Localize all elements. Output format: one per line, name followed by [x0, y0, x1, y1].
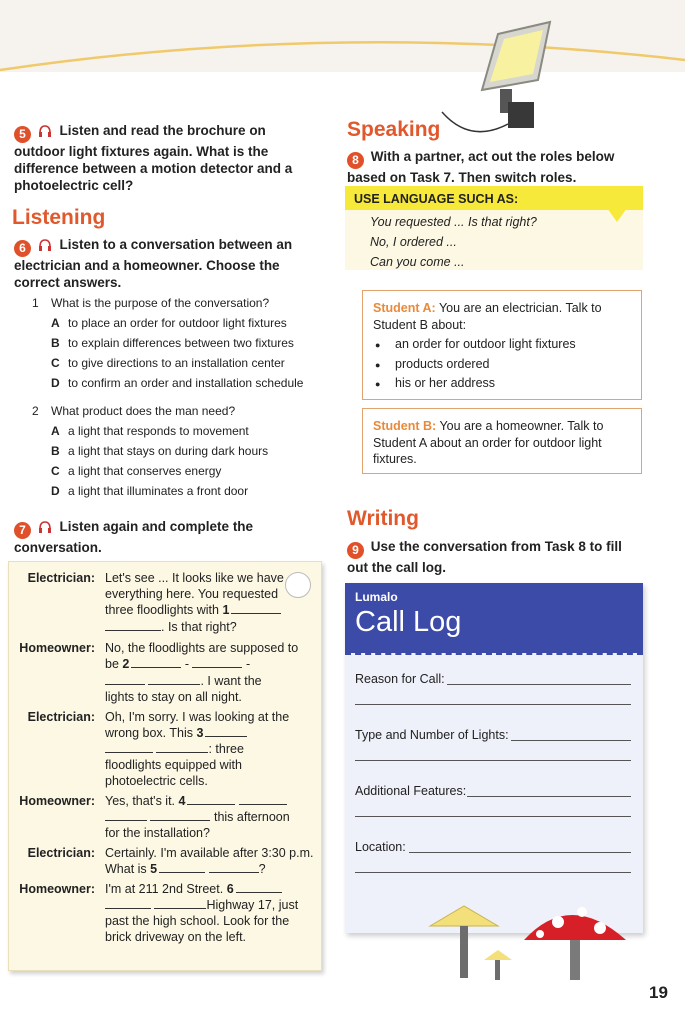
- student-a-card: Student A: You are an electrician. Talk to Student B about: ● an order for outdoor light fixtures ● products ordered ● his or her address: [362, 290, 642, 400]
- page-number: 19: [649, 983, 668, 1002]
- task-5: [14, 122, 304, 194]
- location-input[interactable]: [409, 852, 631, 853]
- blank-number: 4: [178, 794, 186, 808]
- blank-number: 5: [150, 862, 158, 876]
- option-row[interactable]: D to confirm an order and installation schedule: [51, 376, 304, 390]
- task-9-text: Use the conversation from Task 8 to fill out the call log.: [347, 539, 622, 575]
- top-banner-curve: [0, 0, 685, 72]
- option-row[interactable]: D a light that illuminates a front door: [51, 484, 249, 498]
- task-5-text: Listen and read the brochure on outdoor light fixtures again. What is the difference between a motion detector and a photoelectric cell?: [14, 123, 293, 193]
- divider: [345, 653, 643, 655]
- answer-blank[interactable]: [105, 741, 153, 753]
- option-row[interactable]: A a light that responds to movement: [51, 424, 249, 438]
- phrase: No, I ordered ...: [370, 235, 457, 249]
- answer-blank[interactable]: [187, 793, 235, 805]
- task-number-badge: 9: [347, 542, 364, 559]
- call-log-form: [345, 583, 643, 933]
- task-6-text: Listen to a conversation between an electrician and a homeowner. Choose the correct answers.: [14, 237, 293, 290]
- task-7: [14, 518, 304, 556]
- answer-blank[interactable]: [231, 602, 281, 614]
- answer-blank[interactable]: [205, 725, 247, 737]
- question-2: [32, 401, 322, 501]
- answer-blank[interactable]: [159, 861, 205, 873]
- question-number: 2: [32, 404, 39, 418]
- answer-blank[interactable]: [209, 861, 259, 873]
- language-box: [345, 186, 643, 270]
- writing-heading: Writing: [347, 507, 419, 530]
- headphones-icon: [38, 238, 52, 252]
- bullet-item: ● products ordered: [373, 356, 631, 373]
- question-text: What product does the man need?: [51, 404, 236, 418]
- top-banner: [0, 0, 685, 72]
- answer-blank[interactable]: [154, 897, 206, 909]
- answer-blank[interactable]: [105, 673, 145, 685]
- field-label: Type and Number of Lights:: [355, 728, 509, 742]
- speaking-heading: Speaking: [347, 118, 441, 141]
- blank-number: 2: [122, 657, 130, 671]
- language-box-title: USE LANGUAGE SUCH AS:: [345, 186, 643, 210]
- lights-input[interactable]: [511, 740, 631, 741]
- phrase: You requested ... Is that right?: [370, 215, 537, 229]
- speaker-label: Homeowner:: [19, 882, 95, 896]
- arrow-down-icon: [607, 208, 627, 224]
- speaker-label: Electrician:: [27, 571, 95, 585]
- option-row[interactable]: A to place an order for outdoor light fixtures: [51, 316, 287, 330]
- answer-blank[interactable]: [148, 673, 200, 685]
- speaker-label: Homeowner:: [19, 794, 95, 808]
- speaker-label: Homeowner:: [19, 641, 95, 655]
- features-input-line2[interactable]: [355, 816, 631, 817]
- option-row[interactable]: C a light that conserves energy: [51, 464, 222, 478]
- answer-blank[interactable]: [236, 881, 282, 893]
- option-row[interactable]: C to give directions to an installation center: [51, 356, 285, 370]
- call-log-header: [345, 583, 643, 653]
- answer-blank[interactable]: [105, 897, 151, 909]
- task-number-badge: 5: [14, 126, 31, 143]
- answer-blank[interactable]: [105, 619, 161, 631]
- answer-blank[interactable]: [156, 741, 208, 753]
- bullet-item: ● an order for outdoor light fixtures: [373, 336, 631, 353]
- lights-input-line2[interactable]: [355, 760, 631, 761]
- question-number: 1: [32, 296, 39, 310]
- option-row[interactable]: B to explain differences between two fixtures: [51, 336, 294, 350]
- company-name: Lumalo: [355, 590, 398, 604]
- blank-number: 1: [222, 603, 230, 617]
- blank-number: 6: [226, 882, 234, 896]
- task-8: [347, 148, 637, 186]
- task-9: [347, 538, 637, 576]
- option-row[interactable]: B a light that stays on during dark hours: [51, 444, 269, 458]
- student-b-label: Student B:: [373, 419, 437, 433]
- listening-heading: Listening: [12, 206, 106, 229]
- task-6: [14, 236, 304, 291]
- answer-blank[interactable]: [150, 809, 210, 821]
- student-b-card: Student B: You are a homeowner. Talk to Student A about an order for outdoor light fixtures.: [362, 408, 642, 474]
- reason-input[interactable]: [447, 684, 631, 685]
- call-log-title: Call Log: [355, 606, 462, 638]
- field-label: Location:: [355, 840, 406, 854]
- headphones-icon: [38, 520, 52, 534]
- answer-blank[interactable]: [192, 656, 242, 668]
- question-text: What is the purpose of the conversation?: [51, 296, 270, 310]
- answer-blank[interactable]: [105, 809, 147, 821]
- features-input[interactable]: [467, 796, 631, 797]
- phrase: Can you come ...: [370, 255, 465, 269]
- headphones-icon: [38, 124, 52, 138]
- task-number-badge: 8: [347, 152, 364, 169]
- task-8-text: With a partner, act out the roles below based on Task 7. Then switch roles.: [347, 149, 615, 185]
- answer-blank[interactable]: [131, 656, 181, 668]
- speaker-label: Electrician:: [27, 846, 95, 860]
- task-number-badge: 7: [14, 522, 31, 539]
- field-label: Reason for Call:: [355, 672, 445, 686]
- question-1: [32, 293, 322, 393]
- location-input-line2[interactable]: [355, 872, 631, 873]
- field-label: Additional Features:: [355, 784, 467, 798]
- bullet-item: ● his or her address: [373, 375, 631, 392]
- task-7-text: Listen again and complete the conversation.: [14, 519, 254, 555]
- blank-number: 3: [196, 726, 204, 740]
- conversation-note: Electrician: Let's see ... It looks like we have everything here. You requested three floodlights with 1 . Is that right? Homeowner: No, the floodlights are supposed to be 2 - - . I want the lights to stay on all night. Electrician: Oh, I'm sorry. I was looking at the wrong box. This 3 : three floodlights equipped with photoelectric cells. Homeowner: Yes, that's it. 4 this afternoon for the installation? Electrician: Certainly. I'm available after 3:30 p.m. What is 5 ? Homeowner: I'm at 211 2nd Street. 6 Highway 17, just past the high school. Look for the brick driveway on the left.: [8, 561, 322, 971]
- garden-lights-illustration: [420, 898, 640, 986]
- answer-blank[interactable]: [239, 793, 287, 805]
- floodlight-illustration: [430, 14, 580, 144]
- reason-input-line2[interactable]: [355, 704, 631, 705]
- speaker-label: Electrician:: [27, 710, 95, 724]
- student-a-label: Student A:: [373, 301, 436, 315]
- task-number-badge: 6: [14, 240, 31, 257]
